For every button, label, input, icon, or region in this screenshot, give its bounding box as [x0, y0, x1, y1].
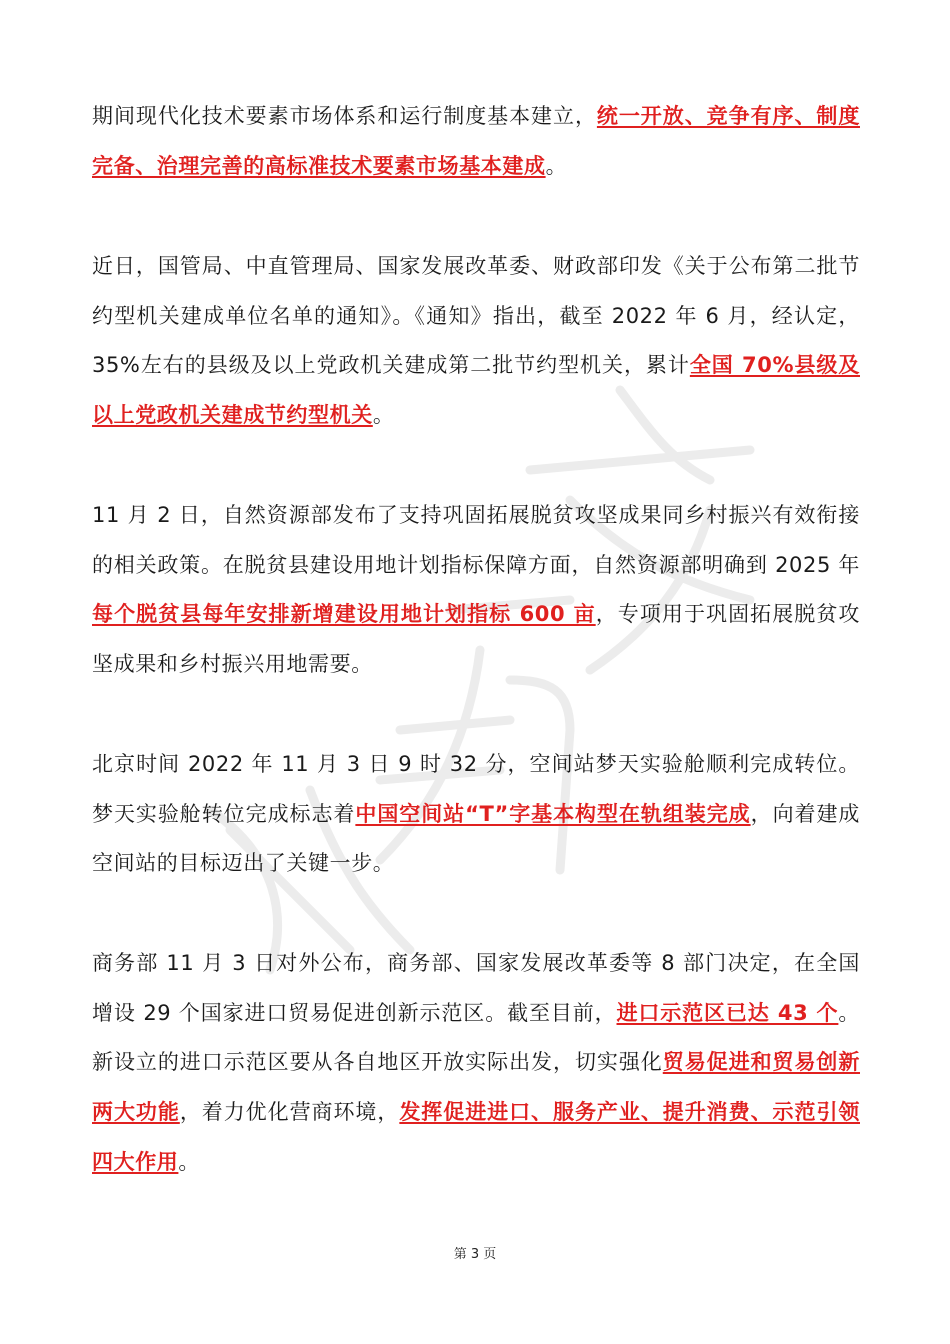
body-text: 。 [545, 153, 568, 178]
paragraph-1 [92, 92, 860, 191]
highlighted-text: 中国空间站“T”字基本构型在轨组装完成 [355, 801, 751, 826]
body-text: 。 [178, 1149, 201, 1174]
highlighted-text: 贸易促进和贸易创新两大功能 [92, 1050, 860, 1125]
body-text: 。新设立的进口示范区要从各自地区开放实际出发，切实强化 [92, 1000, 860, 1075]
paragraph-2 [92, 242, 860, 441]
highlighted-text: 统一开放、竞争有序、制度完备、治理完善的高标准技术要素市场基本建成 [92, 104, 860, 178]
body-text: 。 [372, 403, 395, 428]
body-text: ，向着建成空间站的目标迈出了关键一步。 [92, 801, 861, 876]
body-text: ，着力优化营商环境， [179, 1100, 400, 1125]
highlighted-text: 全国 70%县级及以上党政机关建成节约型机关 [92, 353, 860, 428]
body-text: 11 月 2 日，自然资源部发布了支持巩固拓展脱贫攻坚成果同乡村振兴有效衔接的相关政策。在脱贫县建设用地计划指标保障方面，自然资源部明确到 2025 年 [92, 503, 860, 577]
highlighted-text: 进口示范区已达 43 个 [616, 1000, 839, 1025]
highlighted-text: 发挥促进进口、服务产业、提升消费、示范引领四大作用 [92, 1100, 860, 1174]
body-text: 北京时间 2022 年 11 月 3 日 9 时 32 分，空间站梦天实验舱顺利完成转位。梦天实验舱转位完成标志着 [92, 752, 860, 826]
body-text: 商务部 11 月 3 日对外公布，商务部、国家发展改革委等 8 部门决定，在全国增设 29 个国家进口贸易促进创新示范区。截至目前， [92, 951, 860, 1025]
page-number: 第 3 页 [453, 1247, 497, 1262]
paragraph-5 [92, 939, 860, 1188]
body-text: 期间现代化技术要素市场体系和运行制度基本建立， [92, 104, 597, 128]
body-text: 近日，国管局、中直管理局、国家发展改革委、财政部印发《关于公布第二批节约型机关建成单位名单的通知》。《通知》指出，截至 2022 年 6 月，经认定，35%左右的县级及以上党政机关建成第二批节约型机关，累计 [92, 254, 860, 378]
paragraph-3 [92, 491, 860, 690]
highlighted-text: 每个脱贫县每年安排新增建设用地计划指标 600 亩 [92, 602, 596, 627]
body-text: ，专项用于巩固拓展脱贫攻坚成果和乡村振兴用地需要。 [92, 602, 860, 677]
paragraph-4 [92, 740, 860, 889]
